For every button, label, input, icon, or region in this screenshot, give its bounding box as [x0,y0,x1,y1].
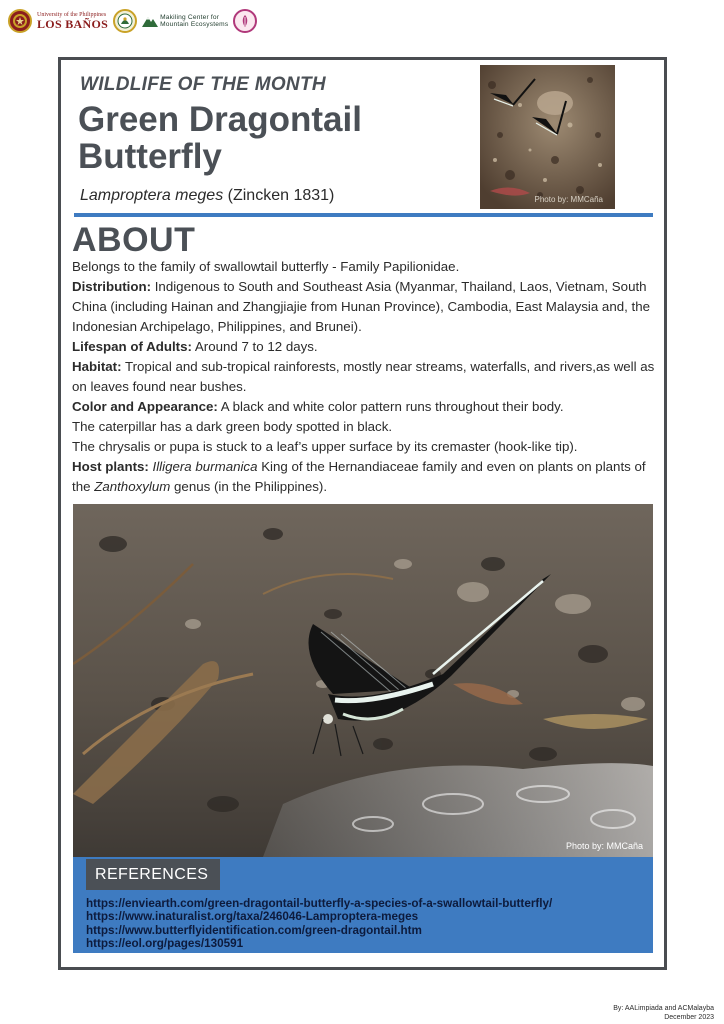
references-panel [73,857,653,953]
about-body [72,257,655,497]
appearance-paragraph [72,397,655,417]
reference-link[interactable]: https://www.butterflyidentification.com/green-dragontail.htm [86,923,422,937]
references-heading: REFERENCES [86,859,220,890]
biodiversity-seal-logo [233,9,257,33]
lifespan-label: Lifespan of Adults: [72,339,192,354]
references-list [86,897,552,950]
host-plants-text-end: genus (in the Philippines). [174,479,328,494]
main-photo-credit: Photo by: MMCaña [565,841,643,851]
caterpillar-paragraph: The caterpillar has a dark green body spotted in black. [72,419,393,434]
host-plants-text: King of the Hernandiaceae family and even on plants on plants of the [72,459,646,494]
reference-link[interactable]: https://eol.org/pages/130591 [86,936,244,950]
mcme-logo [142,14,228,29]
mountain-icon [142,14,158,28]
lifespan-paragraph [72,337,655,357]
section-divider [74,213,653,217]
lifespan-text: Around 7 to 12 days. [194,339,318,354]
appearance-label: Color and Appearance: [72,399,218,414]
butterfly-main-photo [73,504,653,857]
college-seal-logo [113,9,137,33]
host-species-name: Illigera burmanica [152,459,258,474]
uplb-university-label: University of the Philippines [37,12,107,18]
family-paragraph: Belongs to the family of swallowtail butterfly - Family Papilionidae. [72,259,460,274]
habitat-text: Tropical and sub-tropical rainforests, mostly near streams, waterfalls, and rivers,as well as on leaves found near bushes. [72,359,655,394]
poster-frame [58,57,667,970]
reference-link[interactable]: https://enviearth.com/green-dragontail-butterfly-a-species-of-a-swallowtail-butterfly/ [86,897,553,910]
partner-logos [8,8,257,34]
habitat-paragraph [72,357,655,397]
mcme-name-line1: Makiling Center for [160,13,220,21]
host-plants-paragraph [72,457,655,497]
distribution-label: Distribution: [72,279,152,294]
scientific-authority: (Zincken 1831) [227,187,335,204]
byline-date: December 2023 [664,1014,714,1021]
mcme-name-line2: Mountain Ecosystems [160,21,229,28]
distribution-paragraph [72,277,655,337]
uplb-wordmark [37,12,108,30]
scientific-name: Lamproptera meges [80,187,224,204]
distribution-text: Indigenous to South and Southeast Asia (Myanmar, Thailand, Laos, Vietnam, South China (including Hainan and Zhangjiajie from Hunan Province), Cambodia, East Malaysia and, the Indonesian Archipelago, Philippines, and Brunei). [72,279,650,334]
appearance-text: A black and white color pattern runs throughout their body. [220,399,564,414]
reference-link[interactable]: https://www.inaturalist.org/taxa/246046-Lamproptera-meges [86,910,419,924]
butterfly-thumbnail-photo [480,65,615,209]
byline [613,1004,714,1022]
uplb-campus-label: LOS BAÑOS [37,17,109,31]
up-seal-logo [8,9,32,33]
byline-authors: By: AALimpiada and ACMalayba [613,1005,714,1012]
about-heading: ABOUT [72,221,196,259]
series-eyebrow: WILDLIFE OF THE MONTH [80,74,326,95]
habitat-label: Habitat: [72,359,122,374]
chrysalis-paragraph: The chrysalis or pupa is stuck to a leaf’s upper surface by its cremaster (hook-like tip). [72,439,578,454]
species-common-name: Green Dragontail Butterfly [78,100,362,176]
scientific-name-line [80,187,334,205]
host-genus-name: Zanthoxylum [94,479,171,494]
thumbnail-photo-credit: Photo by: MMCaña [534,195,603,204]
host-plants-label: Host plants: [72,459,149,474]
